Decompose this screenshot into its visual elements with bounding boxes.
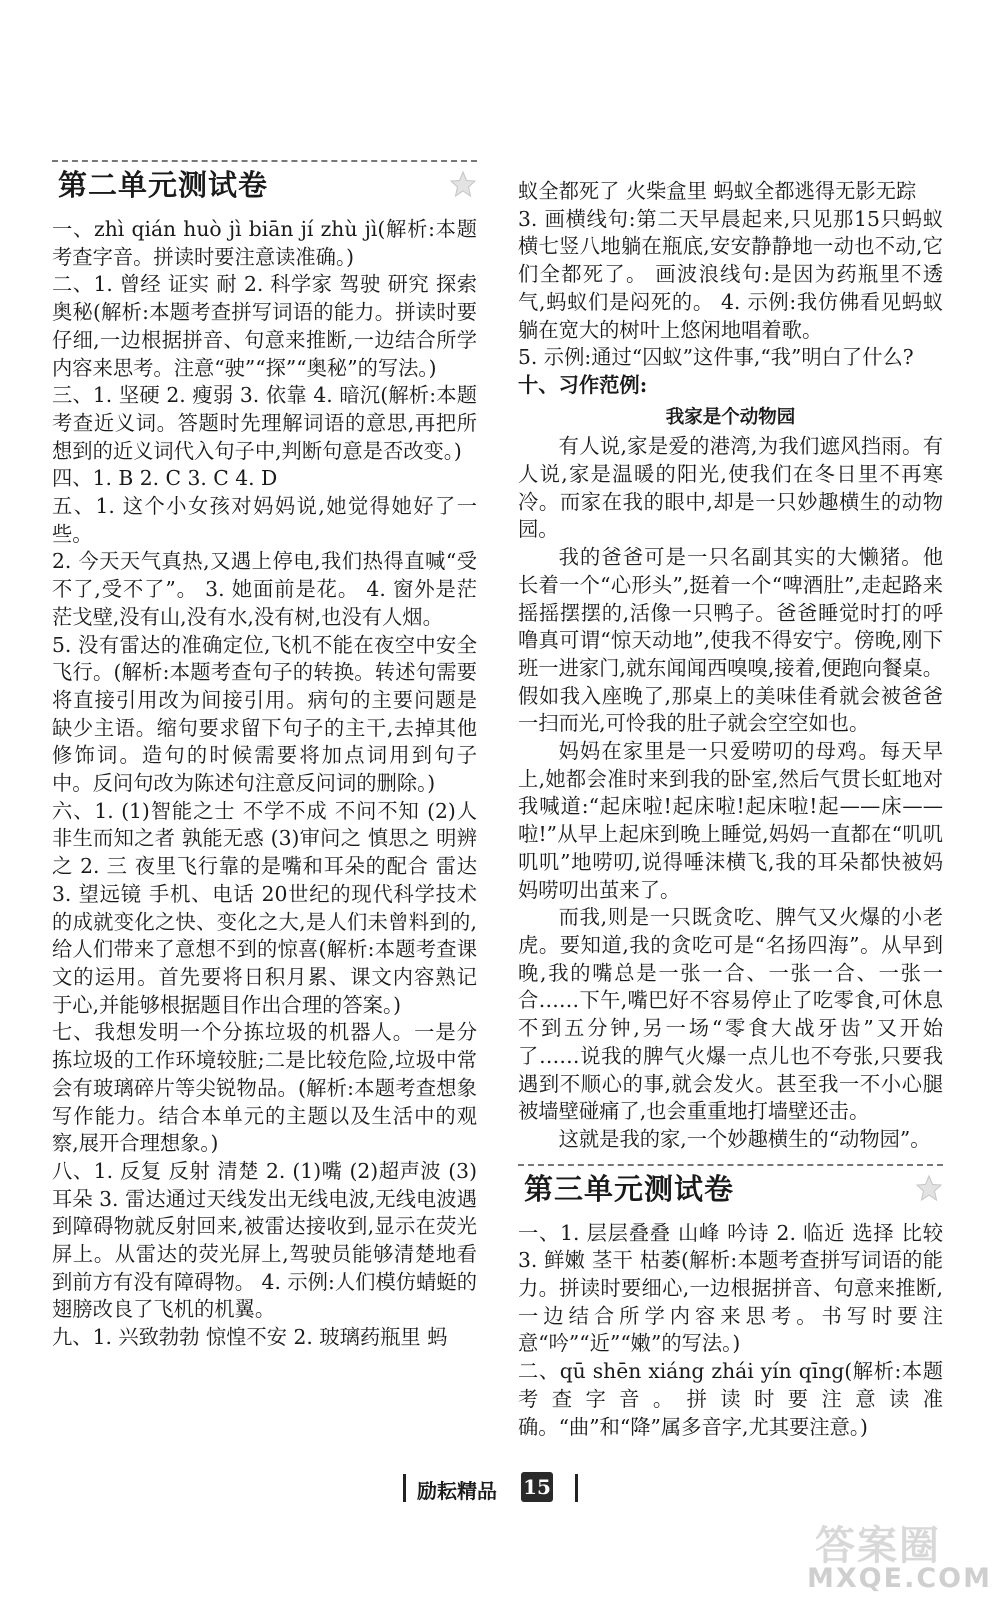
answer-paragraph: 六、1. (1)智能之士 不学不成 不问不知 (2)人非生而知之者 孰能无惑 (3)审问之 慎思之 明辨之 2. 三 夜里飞行靠的是嘴和耳朵的配合 雷达 3. 望远镜 手机、电话 20世纪的现代科学技术的成就变化之快、变化之大,是人们未曾料到的,给人们带来了意想不到的惊喜(解析:本题考查课文的运用。首先要将日积月累、课文内容熟记于心,并能够根据题目作出合理的答案。) bbox=[52, 798, 477, 1017]
answer-paragraph: 3. 画横线句:第二天早晨起来,只见那15只蚂蚁横七竖八地躺在瓶底,安安静静地一动也不动,它们全都死了。 画波浪线句:是因为药瓶里不透气,蚂蚁们是闷死的。 4. 示例:我仿佛看见蚂蚁躺在宽大的树叶上悠闲地唱着歌。 bbox=[518, 206, 943, 342]
section-title: 第三单元测试卷 bbox=[524, 1171, 735, 1206]
answer-paragraph: 2. 今天天气真热,又遇上停电,我们热得直喊“受不了,受不了”。 3. 她面前是花。 4. 窗外是茫茫戈壁,没有山,没有水,没有树,也没有人烟。 bbox=[52, 549, 477, 629]
answer-paragraph: 五、1. 这个小女孩对妈妈说,她觉得她好了一些。 bbox=[52, 494, 477, 546]
answer-paragraph: 十、习作范例: bbox=[518, 372, 648, 397]
answer-paragraph: 一、1. 层层叠叠 山峰 吟诗 2. 临近 选择 比较 3. 鲜嫩 茎干 枯萎(解析:本题考查拼写词语的能力。拼读时要细心,一边根据拼音、句意来推断,一边结合所学内容来思考。书写时要注意“吟”“近”“嫩”的写法。) bbox=[518, 1220, 943, 1356]
answer-paragraph: 二、1. 曾经 证实 耐 2. 科学家 驾驶 研究 探索 奥秘(解析:本题考查拼写词语的能力。拼读时要仔细,一边根据拼音、句意来推断,一边结合所学内容来思考。注意“驶”“探”“奥秘”的写法。) bbox=[52, 272, 477, 380]
star-icon bbox=[915, 1174, 943, 1202]
essay-paragraph: 而我,则是一只既贪吃、脾气又火爆的小老虎。要知道,我的贪吃可是“名扬四海”。从早到晚,我的嘴总是一张一合、一张一合、一张一合……下午,嘴巴好不容易停止了吃零食,可休息不到五分钟,另一场“零食大战牙齿”又开始了……说我的脾气火爆一点儿也不夸张,只要我遇到不顺心的事,就会发火。甚至我一不小心腿被墙壁碰痛了,也会重重地打墙壁还击。 bbox=[518, 905, 943, 1124]
answer-paragraph: 七、我想发明一个分拣垃圾的机器人。一是分拣垃圾的工作环境较脏;二是比较危险,垃圾中常会有玻璃碎片等尖锐物品。(解析:本题考查想象写作能力。结合本单元的主题以及生活中的观察,展开合理想象。) bbox=[52, 1020, 477, 1156]
answer-paragraph: 5. 示例:通过“囚蚁”这件事,“我”明白了什么? bbox=[518, 345, 914, 370]
answer-paragraph: 5. 没有雷达的准确定位,飞机不能在夜空中安全飞行。(解析:本题考查句子的转换。转述句需要将直接引用改为间接引用。病句的主要问题是缺少主语。缩句要求留下句子的主干,去掉其他修饰词。造句的时候需要将加点词用到句子中。反问句改为陈述句注意反问词的删除。) bbox=[52, 632, 477, 796]
essay-paragraph: 我的爸爸可是一只名副其实的大懒猪。他长着一个“心形头”,挺着一个“啤酒肚”,走起路来摇摇摆摆的,活像一只鸭子。爸爸睡觉时打的呼噜真可谓“惊天动地”,使我不得安宁。傍晚,刚下班一进家门,就东闻闻西嗅嗅,接着,便跑向餐桌。假如我入座晚了,那桌上的美味佳肴就会被爸爸一扫而光,可怜我的肚子就会空空如也。 bbox=[518, 545, 943, 736]
page-footer bbox=[403, 1470, 578, 1506]
watermark-url: MXQE.COM bbox=[807, 1563, 992, 1594]
answer-paragraph: 三、1. 坚硬 2. 瘦弱 3. 依靠 4. 暗沉(解析:本题考查近义词。答题时先理解词语的意思,再把所想到的近义词代入句子中,判断句意是否改变。) bbox=[52, 383, 477, 463]
answer-paragraph: 八、1. 反复 反射 清楚 2. (1)嘴 (2)超声波 (3)耳朵 3. 雷达通过天线发出无线电波,无线电波遇到障碍物就反射回来,被雷达接收到,显示在荧光屏上。从雷达的荧光屏上,驾驶员能够清楚地看到前方有没有障碍物。 4. 示例:人们模仿蜻蜓的翅膀改良了飞机的机翼。 bbox=[52, 1158, 477, 1322]
answer-paragraph: 一、zhì qián huò jì biān jí zhù jì(解析:本题考查字音。拼读时要注意读准确。) bbox=[52, 217, 477, 269]
watermark-logo-text: 答案圈 bbox=[815, 1523, 941, 1569]
footer-brand: 励耘精品 bbox=[417, 1479, 497, 1503]
section-title: 第二单元测试卷 bbox=[58, 168, 269, 202]
answer-paragraph: 蚁全都死了 火柴盒里 蚂蚁全都逃得无影无踪 bbox=[518, 179, 917, 203]
essay-paragraph: 这就是我的家,一个妙趣横生的“动物园”。 bbox=[558, 1126, 931, 1151]
star-icon bbox=[449, 170, 477, 198]
footer-bar bbox=[575, 1474, 578, 1502]
answer-paragraph: 九、1. 兴致勃勃 惊惶不安 2. 玻璃药瓶里 蚂 bbox=[52, 1325, 448, 1350]
section-header bbox=[52, 162, 477, 216]
answer-paragraph: 二、qū shēn xiáng zhái yín qīng(解析:本题考查字音。拼读时要注意读准确。“曲”和“降”属多音字,尤其要注意。) bbox=[518, 1359, 943, 1439]
section-header bbox=[518, 1166, 943, 1220]
footer-bar bbox=[403, 1474, 406, 1502]
left-column bbox=[52, 160, 477, 1352]
essay-paragraph: 有人说,家是爱的港湾,为我们遮风挡雨。有人说,家是温暖的阳光,使我们在冬日里不再寒冷。而家在我的眼中,却是一只妙趣横生的动物园。 bbox=[518, 434, 943, 542]
page-number: 15 bbox=[521, 1472, 553, 1502]
essay-title: 我家是个动物园 bbox=[665, 406, 796, 428]
right-column bbox=[518, 178, 943, 1441]
answer-paragraph: 四、1. B 2. C 3. C 4. D bbox=[52, 466, 278, 491]
watermark bbox=[807, 1514, 992, 1594]
essay-paragraph: 妈妈在家里是一只爱唠叨的母鸡。每天早上,她都会准时来到我的卧室,然后气贯长虹地对我喊道:“起床啦!起床啦!起床啦!起——床——啦!”从早上起床到晚上睡觉,妈妈一直都在“叽叽叽叽”地唠叨,说得唾沫横飞,我的耳朵都快被妈妈唠叨出茧来了。 bbox=[518, 739, 943, 902]
